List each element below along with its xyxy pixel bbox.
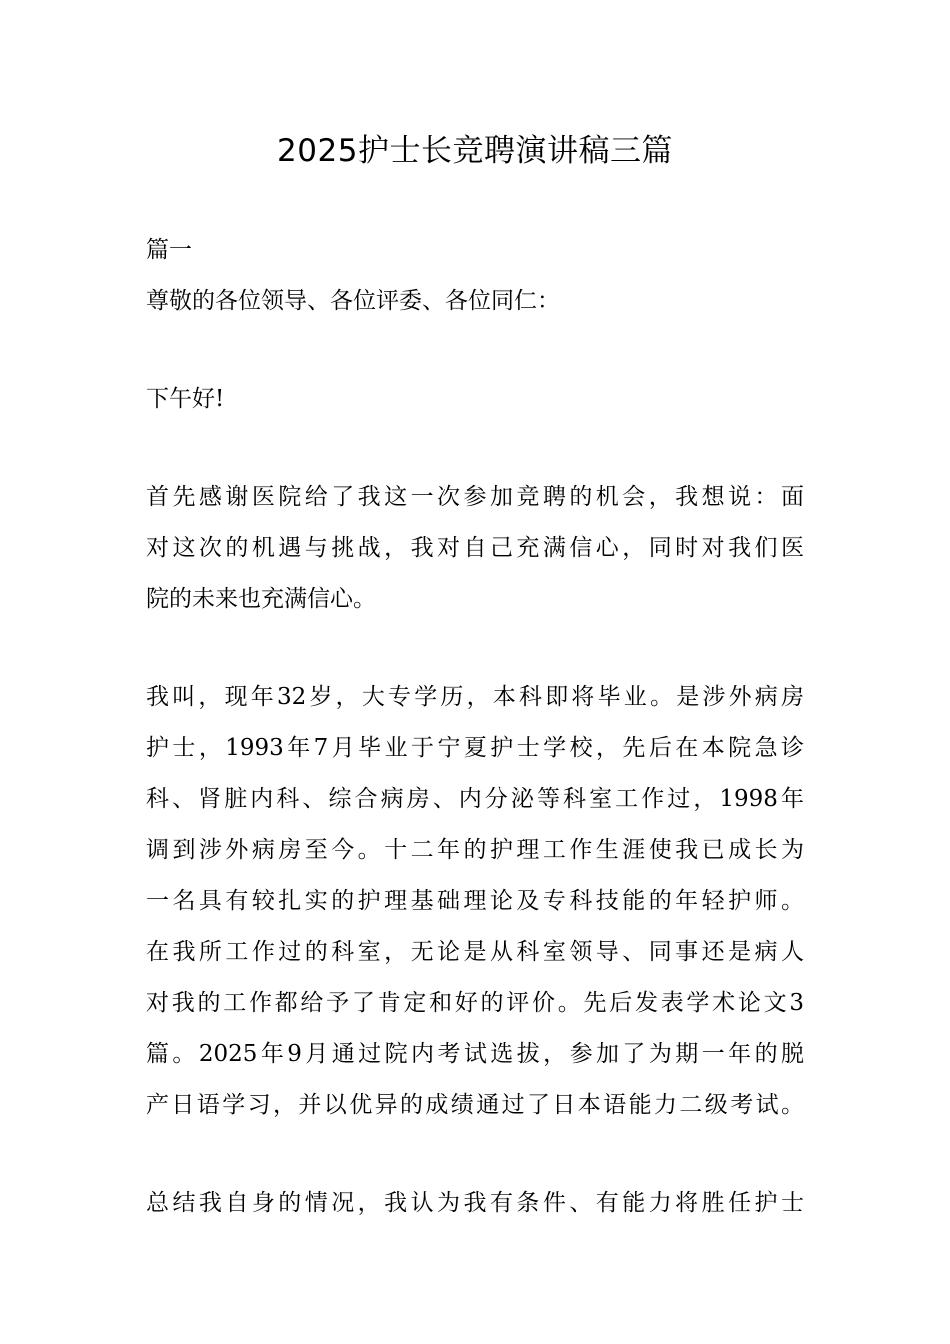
paragraph-line: 护士，1993年7月毕业于宁夏护士学校，先后在本院急诊 (146, 735, 804, 761)
section-label: 篇一 (146, 237, 192, 263)
paragraph-line: 院的未来也充满信心。 (146, 586, 376, 612)
paragraph-line: 产日语学习，并以优异的成绩通过了日本语能力二级考试。 (146, 1092, 804, 1118)
paragraph-line: 首先感谢医院给了我这一次参加竞聘的机会，我想说：面 (146, 484, 804, 510)
paragraph-line: 对这次的机遇与挑战，我对自己充满信心，同时对我们医 (146, 535, 804, 561)
greeting: 下午好! (146, 386, 225, 412)
paragraph-line: 科、肾脏内科、综合病房、内分泌等科室工作过，1998年 (146, 786, 804, 812)
document-title: 2025护士长竞聘演讲稿三篇 (277, 133, 673, 169)
paragraph-line: 调到涉外病房至今。十二年的护理工作生涯使我已成长为 (146, 837, 804, 863)
paragraph-line: 总结我自身的情况，我认为我有条件、有能力将胜任护士 (146, 1190, 804, 1216)
paragraph-line: 在我所工作过的科室，无论是从科室领导、同事还是病人 (146, 939, 804, 965)
paragraph-line: 一名具有较扎实的护理基础理论及专科技能的年轻护师。 (146, 888, 804, 914)
salutation: 尊敬的各位领导、各位评委、各位同仁： (146, 288, 560, 314)
paragraph-line: 我叫，现年32岁，大专学历，本科即将毕业。是涉外病房 (146, 684, 804, 710)
paragraph-line: 篇。2025年9月通过院内考试选拔，参加了为期一年的脱 (146, 1041, 804, 1067)
paragraph-line: 对我的工作都给予了肯定和好的评价。先后发表学术论文3 (146, 990, 804, 1016)
